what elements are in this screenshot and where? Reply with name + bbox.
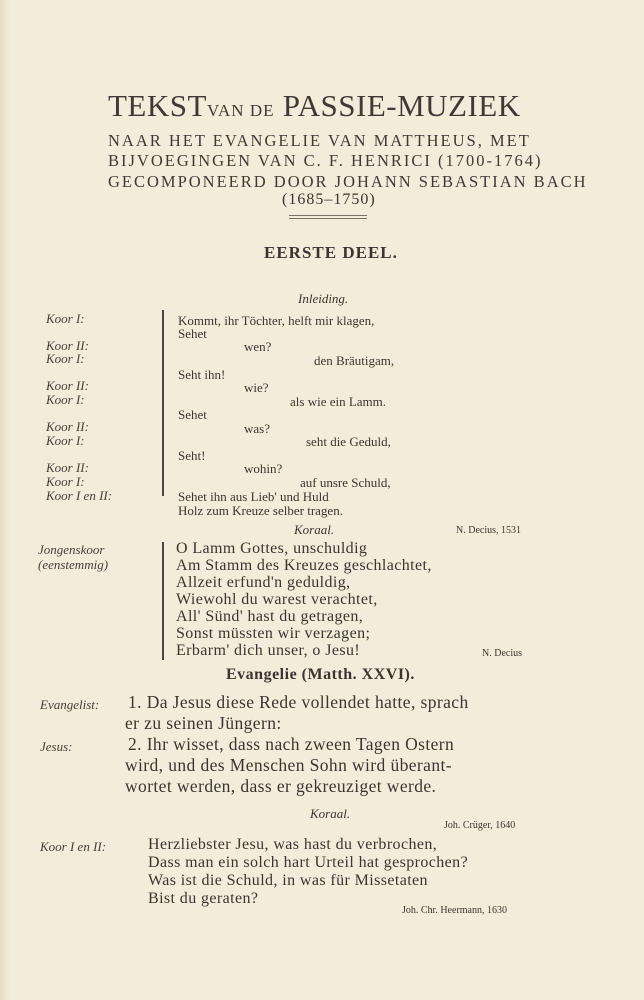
inleiding-line: Sehet ihn aus Lieb' und Huld [178, 489, 329, 504]
koraal2-attribution-top: Joh. Crüger, 1640 [444, 820, 516, 831]
page-edge-shadow [0, 0, 10, 1000]
koraal2-line: Herzliebster Jesu, was hast du verbrochen, [148, 836, 438, 853]
divider-rule-2 [289, 218, 367, 219]
subtitle-line-2: BIJVOEGINGEN VAN C. F. HENRICI (1700-1764) [108, 151, 543, 170]
koraal2-heading: Koraal. [310, 806, 351, 821]
koraal-line: Wiewohl du warest verachtet, [176, 591, 378, 608]
subtitle-line-3: GECOMPONEERD DOOR JOHANN SEBASTIAN BACH [108, 172, 588, 191]
inleiding-line: den Bräutigam, [314, 353, 395, 368]
role-koor-2: Koor II: [46, 419, 89, 434]
inleiding-line: was? [244, 421, 270, 436]
inleiding-line: Seht! [178, 448, 206, 463]
koraal-line: All' Sünd' hast du getragen, [176, 608, 364, 625]
inleiding-line: als wie ein Lamm. [290, 394, 387, 409]
role-koor-1-en-2: Koor I en II: [46, 488, 113, 503]
koraal2-line: Bist du geraten? [148, 890, 259, 907]
inleiding-line: auf unsre Schuld, [300, 475, 391, 490]
brace-inleiding [162, 310, 164, 496]
role-koor-1: Koor I: [46, 474, 85, 489]
composer-years: (1685–1750) [282, 191, 376, 208]
title-tekst: TEKST [108, 88, 207, 123]
koraal2-line: Dass man ein solch hart Urteil hat gesprochen? [148, 854, 469, 871]
part-title: EERSTE DEEL. [264, 243, 398, 262]
koraal2-attribution-bottom: Joh. Chr. Heermann, 1630 [402, 905, 507, 916]
role-koor-1: Koor I: [46, 311, 85, 326]
brace-koraal [162, 542, 164, 660]
divider-rule-1 [289, 215, 367, 216]
role-koor-1: Koor I: [46, 392, 85, 407]
verse-line: wortet werden, dass er gekreuziget werde. [125, 776, 437, 796]
subtitle-line-1: NAAR HET EVANGELIE VAN MATTHEUS, MET [108, 131, 531, 150]
verse-line: wird, und des Menschen Sohn wird überant- [125, 755, 452, 775]
koraal-line: Erbarm' dich unser, o Jesu! [176, 642, 361, 659]
role-koor-2: Koor II: [46, 378, 89, 393]
role-koor-1: Koor I: [46, 351, 85, 366]
role-evangelist: Evangelist: [40, 697, 100, 712]
page-title [108, 88, 521, 124]
inleiding-line: wen? [244, 339, 272, 354]
inleiding-line: Holz zum Kreuze selber tragen. [178, 503, 343, 518]
koraal2-line: Was ist die Schuld, in was für Missetaten [148, 872, 428, 889]
role-koor-1-en-2: Koor I en II: [40, 839, 107, 854]
verse-line: 1. Da Jesus diese Rede vollendet hatte, sprach [128, 692, 469, 712]
inleiding-line: Sehet [178, 326, 207, 341]
role-jesus: Jesus: [40, 739, 73, 754]
inleiding-heading: Inleiding. [298, 291, 349, 306]
role-koor-2: Koor II: [46, 460, 89, 475]
inleiding-line: Kommt, ihr Töchter, helft mir klagen, [178, 313, 375, 328]
verse-line: 2. Ihr wisset, dass nach zween Tagen Ostern [128, 734, 455, 754]
role-jongenskoor: Jongenskoor [38, 542, 105, 557]
title-van-de: VAN DE [206, 101, 275, 120]
inleiding-line: wohin? [244, 461, 283, 476]
koraal-line: O Lamm Gottes, unschuldig [176, 540, 368, 557]
inleiding-line: seht die Geduld, [306, 434, 391, 449]
koraal-attribution-bottom: N. Decius [482, 648, 522, 659]
inleiding-line: Seht ihn! [178, 367, 226, 382]
koraal-line: Allzeit erfund'n geduldig, [176, 574, 351, 591]
verse-line: er zu seinen Jüngern: [125, 713, 282, 733]
koraal-attribution-top: N. Decius, 1531 [456, 525, 521, 536]
koraal-heading: Koraal. [294, 522, 335, 537]
role-eenstemmig: (eenstemmig) [38, 557, 109, 572]
role-koor-1: Koor I: [46, 433, 85, 448]
koraal-line: Sonst müssten wir verzagen; [176, 625, 371, 642]
evangelie-heading: Evangelie (Matth. XXVI). [226, 666, 415, 683]
inleiding-line: wie? [244, 380, 269, 395]
inleiding-line: Sehet [178, 407, 207, 422]
koraal-line: Am Stamm des Kreuzes geschlachtet, [176, 557, 432, 574]
role-koor-2: Koor II: [46, 338, 89, 353]
title-passie-muziek: PASSIE-MUZIEK [282, 88, 521, 123]
